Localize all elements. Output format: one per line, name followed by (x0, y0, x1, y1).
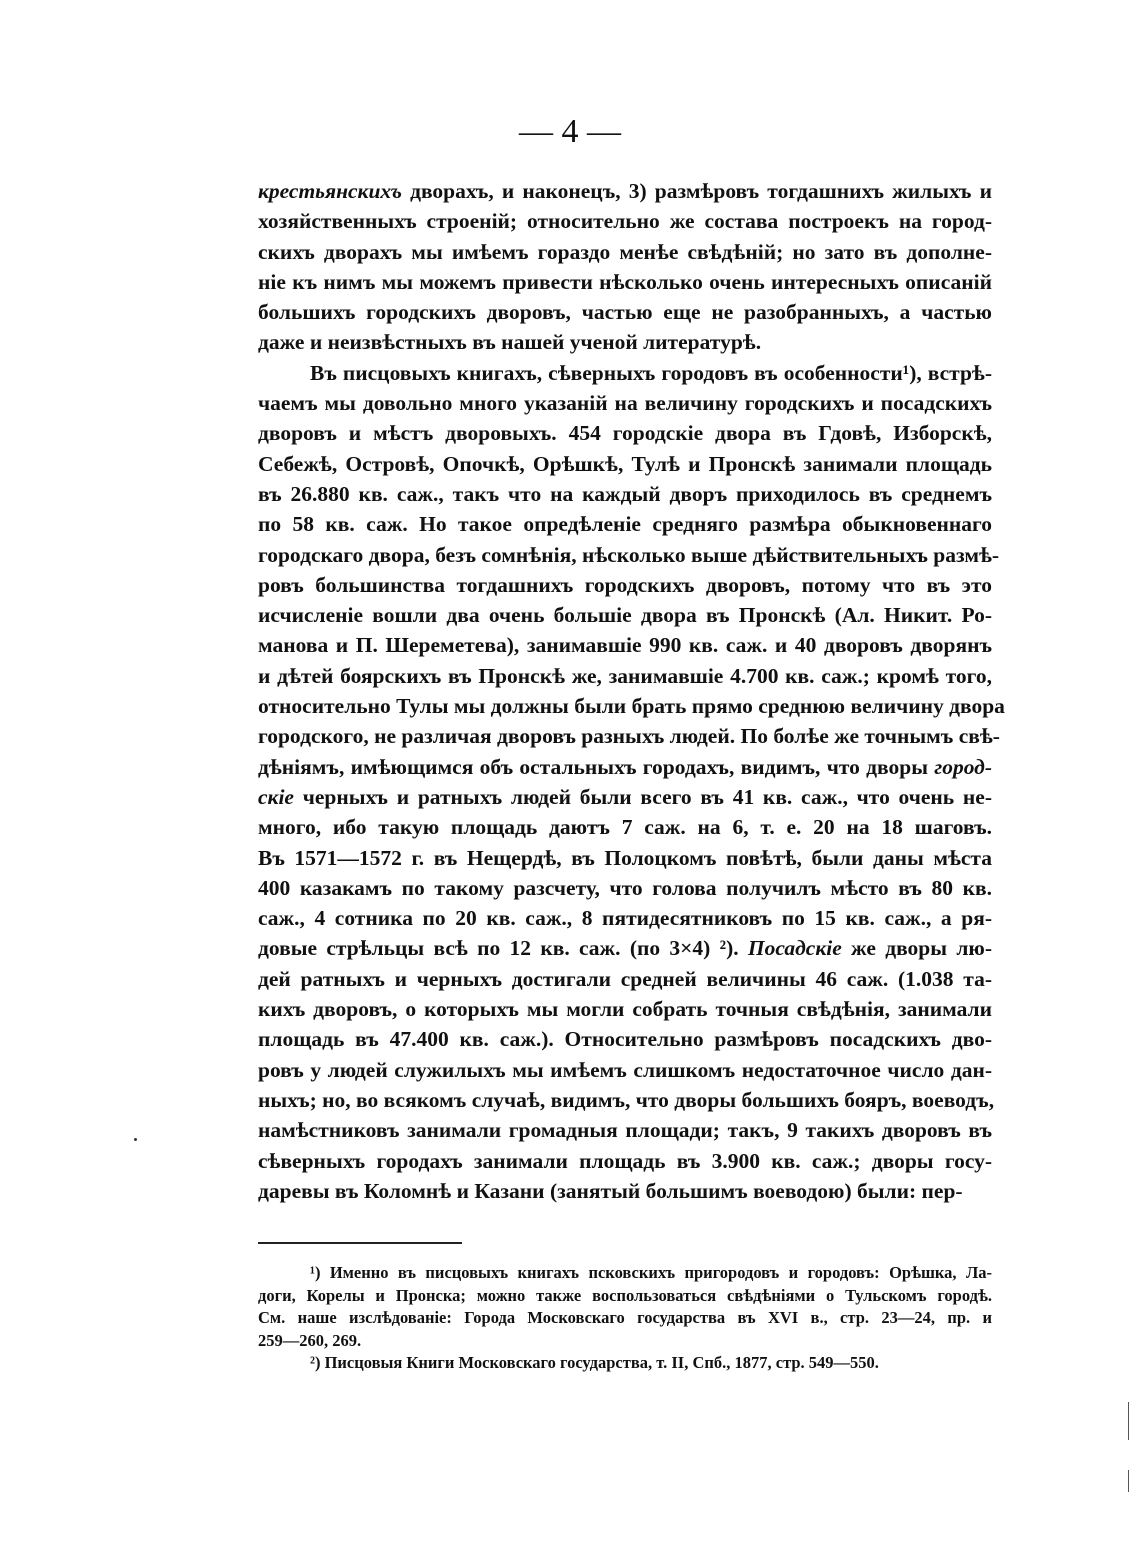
text-run: саж., 4 сотника по 20 кв. саж., 8 пятидесятниковъ по 15 кв. саж., а ря- (258, 906, 992, 931)
text-run: ныхъ; но, во всякомъ случаѣ, видимъ, что дворы большихъ бояръ, воеводъ, (258, 1087, 995, 1112)
text-run: дей ратныхъ и черныхъ достигали средней величины 46 саж. (1.038 та- (258, 966, 992, 991)
scan-speck (134, 1138, 137, 1141)
text-line (258, 540, 1000, 570)
text-run: въ 26.880 кв. саж., такъ что на каждый дворъ приходилось въ среднемъ (258, 481, 992, 506)
text-line (258, 994, 992, 1024)
scan-edge-mark (1128, 1470, 1129, 1492)
text-run: большихъ городскихъ дворовъ, частью еще не разобранныхъ, а частью (258, 300, 992, 325)
text-line (258, 752, 992, 782)
text-run: даже и неизвѣстныхъ въ нашей ученой литературѣ. (258, 330, 762, 355)
text-run: дворахъ, и наконецъ, 3) размѣровъ тогдашнихъ жилыхъ и (401, 179, 992, 203)
footnote-line: ²) Писцовыя Книги Московскаго государства, т. II, Спб., 1877, стр. 549—550. (310, 1353, 879, 1372)
text-run: и дѣтей боярскихъ въ Пронскѣ же, занимавшіе 4.700 кв. саж.; кромѣ того, (258, 663, 992, 688)
text-line (258, 812, 992, 842)
text-run: же дворы лю- (841, 936, 992, 961)
text-line (258, 388, 992, 418)
text-line (258, 1055, 992, 1085)
text-line (258, 1085, 995, 1115)
text-run: сѣверныхъ городахъ занимали площадь въ 3.900 кв. саж.; дворы госу- (258, 1148, 992, 1173)
text-run: дѣніямъ, имѣющимся объ остальныхъ городахъ, видимъ, что дворы (258, 754, 935, 779)
scan-edge-mark (1128, 1402, 1129, 1440)
text-run: Въ писцовыхъ книгахъ, сѣверныхъ городовъ въ особенности¹), встрѣ- (310, 360, 992, 385)
text-run: ровъ у людей служилыхъ мы имѣемъ слишкомъ недостаточное число дан- (258, 1057, 992, 1082)
text-run: ніе къ нимъ мы можемъ привести нѣсколько очень интересныхъ описаній (258, 269, 992, 294)
text-run: черныхъ и ратныхъ людей были всего въ 41 кв. саж., что очень не- (293, 784, 992, 809)
footnote-line: доги, Корелы и Пронска; можно также воспользоваться свѣдѣніями о Тульскомъ городѣ. (258, 1285, 992, 1305)
text-line (258, 661, 992, 691)
text-run: Себежѣ, Островѣ, Опочкѣ, Орѣшкѣ, Тулѣ и Пронскѣ занимали площадь (258, 451, 992, 476)
body-text (258, 176, 1005, 1206)
text-run: по 58 кв. саж. Но такое опредѣленіе средняго размѣра обыкновеннаго (258, 512, 992, 537)
text-line (258, 358, 992, 388)
text-line (258, 843, 992, 873)
text-line (258, 1146, 992, 1176)
text-run: кихъ дворовъ, о которыхъ мы могли собрать точныя свѣдѣнія, занимали (258, 997, 992, 1022)
text-run: намѣстниковъ занимали громадныя площади; такъ, 9 такихъ дворовъ въ (258, 1118, 992, 1143)
text-line (258, 418, 992, 448)
text-run: даревы въ Коломнѣ и Казани (занятый большимъ воеводою) были: пер- (258, 1178, 963, 1203)
text-run: городскаго двора, безъ сомнѣнія, нѣсколько выше дѣйствительныхъ размѣ- (258, 542, 1000, 567)
text-run: исчисленіе вошли два очень большіе двора въ Пронскѣ (Ал. Никит. Ро- (258, 603, 992, 628)
text-line (258, 691, 1005, 721)
text-line (258, 600, 992, 630)
text-line (258, 964, 992, 994)
text-run: манова и П. Шереметева), занимавшіе 990 кв. саж. и 40 дворовъ дворянъ (258, 633, 992, 658)
text-line (258, 630, 992, 660)
text-run: 400 казакамъ по такому разсчету, что голова получилъ мѣсто въ 80 кв. (258, 875, 992, 900)
text-line (258, 479, 992, 509)
text-line (258, 327, 992, 357)
text-line (258, 782, 992, 812)
text-run: Въ 1571—1572 г. въ Нещердѣ, въ Полоцкомъ повѣтѣ, были даны мѣста (258, 845, 992, 870)
italic-term: город- (934, 754, 992, 779)
text-run: площадь въ 47.400 кв. саж.). Относительно размѣровъ посадскихъ дво- (258, 1027, 992, 1052)
text-line (258, 570, 992, 600)
text-line (258, 873, 992, 903)
text-line (258, 206, 992, 236)
text-run: относительно Тулы мы должны были брать прямо среднюю величину двора (258, 694, 1005, 719)
text-run: хозяйственныхъ строеній; относительно же состава построекъ на город- (258, 209, 992, 234)
text-run: городского, не различая дворовъ разныхъ людей. По болѣе же точнымъ свѣ- (258, 724, 1000, 749)
text-line (258, 267, 992, 297)
text-line (258, 903, 992, 933)
footnotes (258, 1262, 992, 1375)
text-line (258, 1176, 992, 1206)
text-run: чаемъ мы довольно много указаній на величину городскихъ и посадскихъ (258, 391, 992, 416)
text-line (258, 509, 992, 539)
text-run: довые стрѣльцы всѣ по 12 кв. саж. (по 3×4) ²). (258, 936, 748, 961)
page-number: — 4 — (519, 113, 621, 150)
text-line (258, 297, 992, 327)
italic-term: крестьянскихъ (258, 179, 402, 203)
text-line (258, 176, 992, 206)
text-line (258, 1024, 992, 1054)
footnote-line: 259—260, 269. (258, 1330, 362, 1350)
italic-term: скіе (258, 784, 294, 809)
text-run: ровъ большинства тогдашнихъ городскихъ дворовъ, потому что въ это (258, 572, 992, 597)
italic-term: Посадскіе (747, 936, 842, 961)
text-run: скихъ дворахъ мы имѣемъ гораздо менѣе свѣдѣній; но зато въ дополне- (258, 239, 992, 264)
text-run: дворовъ и мѣстъ дворовыхъ. 454 городскіе двора въ Гдовѣ, Изборскѣ, (258, 421, 992, 446)
text-line (258, 933, 992, 963)
text-line (258, 237, 992, 267)
text-line (258, 721, 1000, 751)
text-line (258, 449, 992, 479)
text-line (258, 1115, 992, 1145)
footnote-line: ¹) Именно въ писцовыхъ книгахъ псковскихъ пригородовъ и городовъ: Орѣшка, Ла- (310, 1263, 992, 1282)
footnote-divider (258, 1242, 462, 1244)
footnote-line: См. наше изслѣдованіе: Города Московскаго государства въ XVI в., стр. 23—24, пр. и (258, 1308, 992, 1327)
text-run: много, ибо такую площадь даютъ 7 саж. на 6, т. е. 20 на 18 шаговъ. (258, 815, 992, 840)
